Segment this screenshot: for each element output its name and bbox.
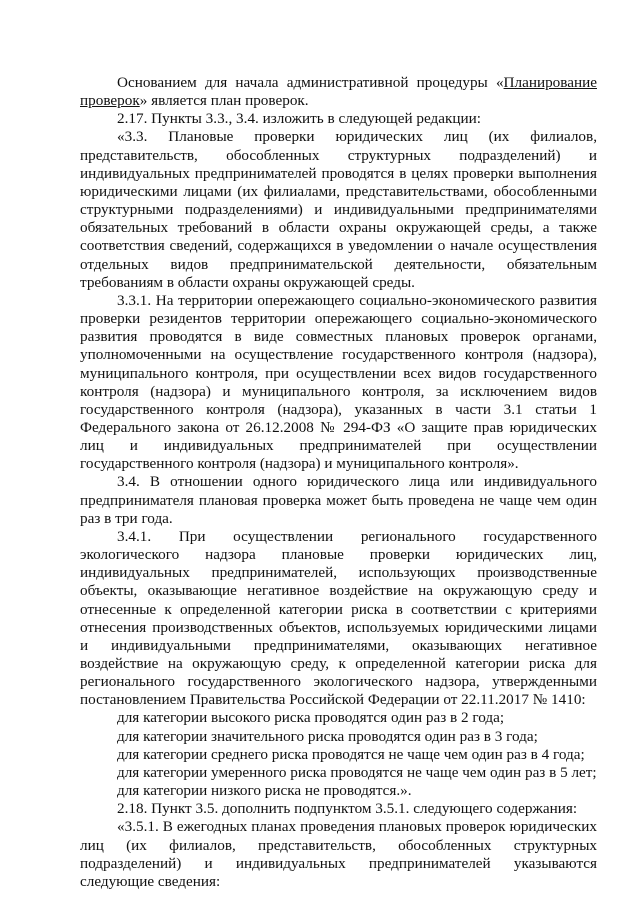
planning-procedure-link[interactable]: Планирование проверок <box>80 74 597 110</box>
paragraph-2-18: 2.18. Пункт 3.5. дополнить подпунктом 3.5.1. следующего содержания: <box>117 800 578 818</box>
paragraph-2-17: 2.17. Пункты 3.3., 3.4. изложить в следующей редакции: <box>117 110 481 128</box>
paragraph-3-5-1: «3.5.1. В ежегодных планах проведения плановых проверок юридических лиц (их филиалов, представительств, обособленных структурных подразделений) и индивидуальных предпринимателей указываются следующие сведения: <box>80 818 597 890</box>
paragraph-3-4: 3.4. В отношении одного юридического лица или индивидуального предпринимателя плановая проверка может быть проведена не чаще чем один раз в три года. <box>80 473 597 527</box>
document-page <box>80 74 597 891</box>
paragraph-basis <box>80 74 597 110</box>
paragraph-3-4-1: 3.4.1. При осуществлении регионального государственного экологического надзора плановые проверки юридических лиц, индивидуальных предпринимателей, использующих производственные объекты, оказывающие негативное воздействие на окружающую среду и отнесенные к определенной категории риска в соответствии с критериями отнесения производственных объектов, используемых юридическими лицами и индивидуальными предпринимателями, оказывающих негативное воздействие на окружающую среду, к определенной категории риска для регионального государственного экологического надзора, утвержденными постановлением Правительства Российской Федерации от 22.11.2017 № 1410: <box>80 527 597 709</box>
risk-item-significant: для категории значительного риска проводятся один раз в 3 года; <box>117 727 538 745</box>
risk-item-medium: для категории среднего риска проводятся не чаще чем один раз в 4 года; <box>117 745 585 763</box>
risk-item-moderate: для категории умеренного риска проводятся не чаще чем один раз в 5 лет; <box>117 763 597 781</box>
paragraph-3-3: «3.3. Плановые проверки юридических лиц (их филиалов, представительств, обособленных структурных подразделений) и индивидуальных предпринимателей проводятся в целях проверки выполнения юридическими лицами (их филиалами, представительствами, обособленными структурными подразделениями) и индивидуальными предпринимателями обязательных требований в области охраны окружающей среды, а также соответствия сведений, содержащихся в уведомлении о начале осуществления отдельных видов предпринимательской деятельности, обязательным требованиям в области охраны окружающей среды. <box>80 128 597 291</box>
paragraph-basis-before: Основанием для начала административной процедуры « <box>117 74 504 91</box>
risk-item-high: для категории высокого риска проводятся один раз в 2 года; <box>117 709 505 727</box>
paragraph-3-3-1: 3.3.1. На территории опережающего социально-экономического развития проверки резидентов территории опережающего социально-экономического развития проводятся в виде совместных плановых проверок органами, уполномоченными на осуществление государственного контроля (надзора), муниципального контроля, при осуществлении всех видов государственного контроля (надзора) и муниципального контроля, за исключением видов государственного контроля (надзора), указанных в части 3.1 статьи 1 Федерального закона от 26.12.2008 № 294-ФЗ «О защите прав юридических лиц и индивидуальных предпринимателей при осуществлении государственного контроля (надзора) и муниципального контроля». <box>80 291 597 473</box>
risk-item-low: для категории низкого риска не проводятся.». <box>117 782 412 800</box>
paragraph-basis-after: » является план проверок. <box>139 92 309 110</box>
